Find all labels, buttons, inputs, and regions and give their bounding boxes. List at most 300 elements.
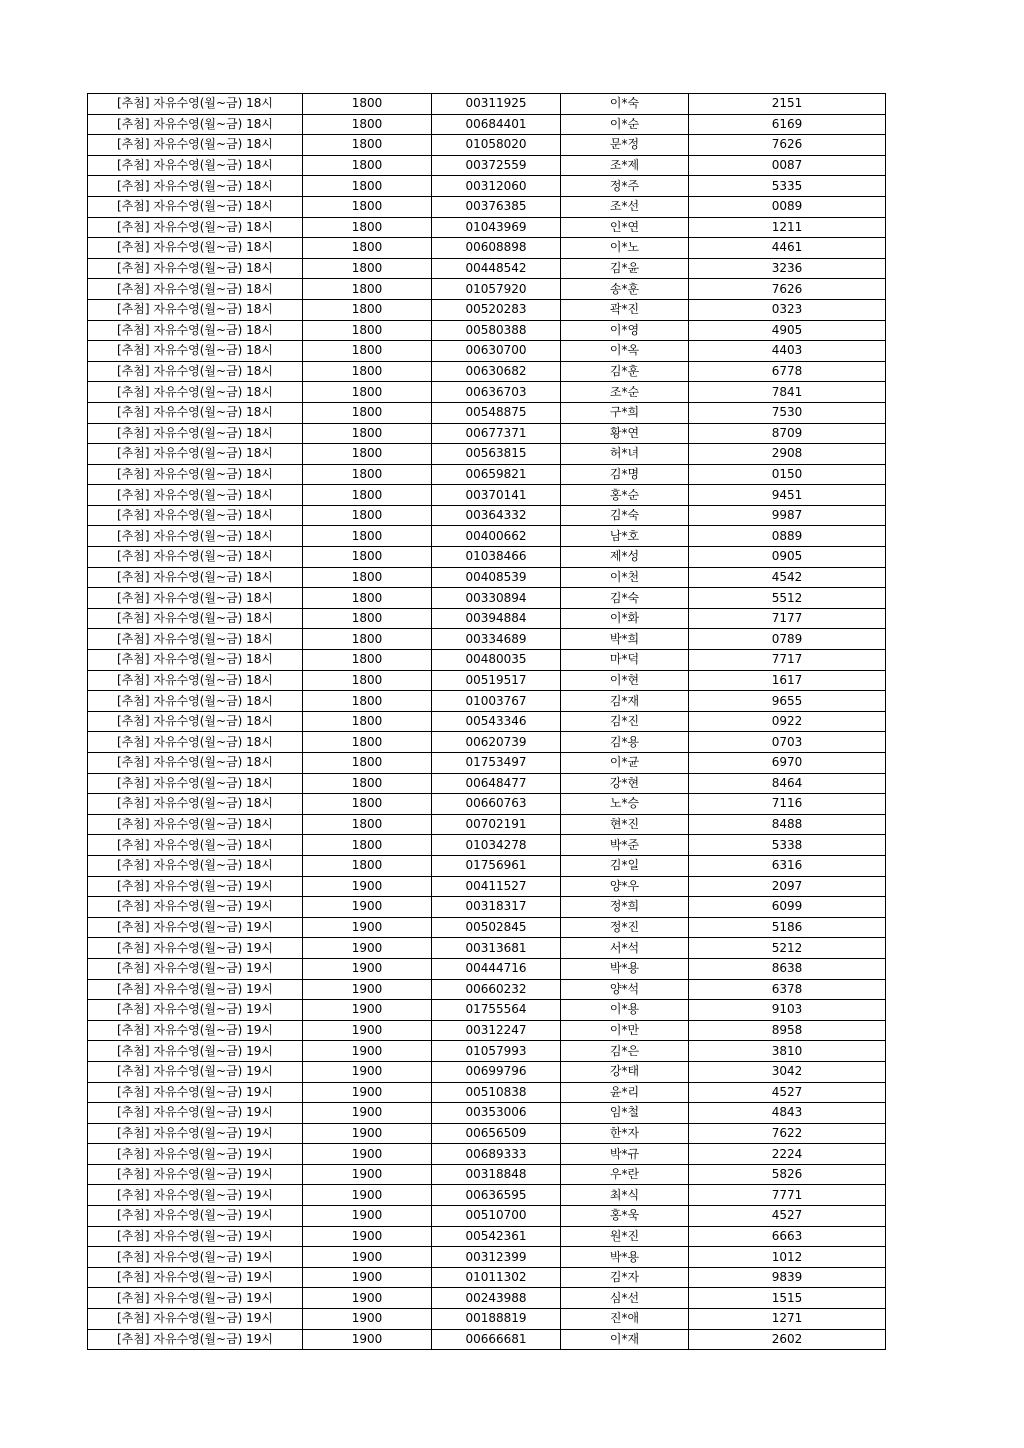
table-row [88, 135, 886, 156]
masked-name-cell: 조*선 [561, 196, 689, 217]
phone-last4-cell: 5186 [689, 917, 886, 938]
table-row [88, 94, 886, 115]
table-row [88, 547, 886, 568]
program-cell: [추첨] 자유수영(월~금) 18시 [88, 691, 303, 712]
masked-name-cell: 현*진 [561, 814, 689, 835]
masked-name-cell: 조*순 [561, 382, 689, 403]
masked-name-cell: 김*자 [561, 1267, 689, 1288]
table-row [88, 1123, 886, 1144]
time-code-cell: 1800 [303, 711, 432, 732]
program-cell: [추첨] 자유수영(월~금) 18시 [88, 444, 303, 465]
time-code-cell: 1900 [303, 938, 432, 959]
phone-last4-cell: 9451 [689, 485, 886, 506]
phone-last4-cell: 5512 [689, 588, 886, 609]
table-row [88, 958, 886, 979]
table-row [88, 794, 886, 815]
table-row [88, 1329, 886, 1350]
member-number-cell: 00520283 [432, 299, 561, 320]
table-row [88, 279, 886, 300]
phone-last4-cell: 6378 [689, 979, 886, 1000]
member-number-cell: 00636595 [432, 1185, 561, 1206]
phone-last4-cell: 0905 [689, 547, 886, 568]
table-row [88, 361, 886, 382]
table-row [88, 629, 886, 650]
phone-last4-cell: 9103 [689, 1000, 886, 1021]
member-number-cell: 00480035 [432, 650, 561, 671]
table-row [88, 176, 886, 197]
table-row [88, 1061, 886, 1082]
member-number-cell: 00312247 [432, 1020, 561, 1041]
phone-last4-cell: 0150 [689, 464, 886, 485]
phone-last4-cell: 7116 [689, 794, 886, 815]
phone-last4-cell: 6970 [689, 753, 886, 774]
program-cell: [추첨] 자유수영(월~금) 19시 [88, 1020, 303, 1041]
member-number-cell: 00318317 [432, 897, 561, 918]
time-code-cell: 1900 [303, 1329, 432, 1350]
masked-name-cell: 김*재 [561, 691, 689, 712]
time-code-cell: 1800 [303, 753, 432, 774]
time-code-cell: 1900 [303, 1226, 432, 1247]
masked-name-cell: 임*철 [561, 1103, 689, 1124]
masked-name-cell: 양*석 [561, 979, 689, 1000]
masked-name-cell: 김*진 [561, 711, 689, 732]
program-cell: [추첨] 자유수영(월~금) 18시 [88, 196, 303, 217]
member-number-cell: 01753497 [432, 753, 561, 774]
time-code-cell: 1900 [303, 1267, 432, 1288]
member-number-cell: 00312399 [432, 1247, 561, 1268]
member-number-cell: 01058020 [432, 135, 561, 156]
table-row [88, 1041, 886, 1062]
program-cell: [추첨] 자유수영(월~금) 18시 [88, 485, 303, 506]
program-cell: [추첨] 자유수영(월~금) 18시 [88, 320, 303, 341]
program-cell: [추첨] 자유수영(월~금) 19시 [88, 979, 303, 1000]
time-code-cell: 1800 [303, 835, 432, 856]
masked-name-cell: 이*현 [561, 670, 689, 691]
member-number-cell: 01756961 [432, 855, 561, 876]
masked-name-cell: 이*순 [561, 114, 689, 135]
masked-name-cell: 이*노 [561, 238, 689, 259]
member-number-cell: 00699796 [432, 1061, 561, 1082]
time-code-cell: 1800 [303, 196, 432, 217]
time-code-cell: 1800 [303, 629, 432, 650]
time-code-cell: 1800 [303, 361, 432, 382]
phone-last4-cell: 0089 [689, 196, 886, 217]
phone-last4-cell: 3810 [689, 1041, 886, 1062]
masked-name-cell: 이*화 [561, 608, 689, 629]
masked-name-cell: 문*정 [561, 135, 689, 156]
phone-last4-cell: 6316 [689, 855, 886, 876]
phone-last4-cell: 4527 [689, 1082, 886, 1103]
masked-name-cell: 김*숙 [561, 505, 689, 526]
masked-name-cell: 박*용 [561, 958, 689, 979]
table-row [88, 196, 886, 217]
masked-name-cell: 마*덕 [561, 650, 689, 671]
member-number-cell: 00364332 [432, 505, 561, 526]
masked-name-cell: 김*숙 [561, 588, 689, 609]
masked-name-cell: 홍*욱 [561, 1206, 689, 1227]
table-row [88, 1000, 886, 1021]
time-code-cell: 1800 [303, 176, 432, 197]
table-row [88, 876, 886, 897]
time-code-cell: 1800 [303, 855, 432, 876]
masked-name-cell: 심*선 [561, 1288, 689, 1309]
masked-name-cell: 김*윤 [561, 258, 689, 279]
masked-name-cell: 김*명 [561, 464, 689, 485]
program-cell: [추첨] 자유수영(월~금) 19시 [88, 1164, 303, 1185]
time-code-cell: 1900 [303, 1020, 432, 1041]
time-code-cell: 1900 [303, 1041, 432, 1062]
phone-last4-cell: 4461 [689, 238, 886, 259]
time-code-cell: 1800 [303, 650, 432, 671]
program-cell: [추첨] 자유수영(월~금) 19시 [88, 1082, 303, 1103]
member-number-cell: 00656509 [432, 1123, 561, 1144]
member-number-cell: 00313681 [432, 938, 561, 959]
time-code-cell: 1800 [303, 588, 432, 609]
program-cell: [추첨] 자유수영(월~금) 18시 [88, 629, 303, 650]
program-cell: [추첨] 자유수영(월~금) 19시 [88, 958, 303, 979]
phone-last4-cell: 3042 [689, 1061, 886, 1082]
program-cell: [추첨] 자유수영(월~금) 18시 [88, 505, 303, 526]
time-code-cell: 1800 [303, 547, 432, 568]
member-number-cell: 01003767 [432, 691, 561, 712]
member-number-cell: 00660232 [432, 979, 561, 1000]
masked-name-cell: 한*자 [561, 1123, 689, 1144]
table-row [88, 917, 886, 938]
program-cell: [추첨] 자유수영(월~금) 19시 [88, 1267, 303, 1288]
table-row [88, 299, 886, 320]
program-cell: [추첨] 자유수영(월~금) 18시 [88, 711, 303, 732]
member-number-cell: 00188819 [432, 1309, 561, 1330]
member-number-cell: 00630700 [432, 341, 561, 362]
phone-last4-cell: 7530 [689, 402, 886, 423]
time-code-cell: 1900 [303, 1103, 432, 1124]
table-row [88, 238, 886, 259]
program-cell: [추첨] 자유수영(월~금) 19시 [88, 1144, 303, 1165]
member-number-cell: 00519517 [432, 670, 561, 691]
masked-name-cell: 곽*진 [561, 299, 689, 320]
table-row [88, 1103, 886, 1124]
table-row [88, 1185, 886, 1206]
time-code-cell: 1900 [303, 958, 432, 979]
table-row [88, 114, 886, 135]
phone-last4-cell: 2151 [689, 94, 886, 115]
member-number-cell: 00542361 [432, 1226, 561, 1247]
member-number-cell: 00370141 [432, 485, 561, 506]
program-cell: [추첨] 자유수영(월~금) 18시 [88, 794, 303, 815]
phone-last4-cell: 0323 [689, 299, 886, 320]
phone-last4-cell: 1617 [689, 670, 886, 691]
phone-last4-cell: 7626 [689, 279, 886, 300]
table-row [88, 258, 886, 279]
masked-name-cell: 김*일 [561, 855, 689, 876]
member-number-cell: 00510700 [432, 1206, 561, 1227]
phone-last4-cell: 4403 [689, 341, 886, 362]
masked-name-cell: 이*옥 [561, 341, 689, 362]
masked-name-cell: 박*규 [561, 1144, 689, 1165]
phone-last4-cell: 5212 [689, 938, 886, 959]
phone-last4-cell: 6663 [689, 1226, 886, 1247]
member-number-cell: 00702191 [432, 814, 561, 835]
program-cell: [추첨] 자유수영(월~금) 18시 [88, 176, 303, 197]
phone-last4-cell: 8464 [689, 773, 886, 794]
program-cell: [추첨] 자유수영(월~금) 18시 [88, 753, 303, 774]
phone-last4-cell: 2908 [689, 444, 886, 465]
member-number-cell: 00689333 [432, 1144, 561, 1165]
masked-name-cell: 송*훈 [561, 279, 689, 300]
member-number-cell: 00330894 [432, 588, 561, 609]
member-number-cell: 00659821 [432, 464, 561, 485]
phone-last4-cell: 7622 [689, 1123, 886, 1144]
phone-last4-cell: 7626 [689, 135, 886, 156]
time-code-cell: 1900 [303, 1309, 432, 1330]
phone-last4-cell: 5335 [689, 176, 886, 197]
member-number-cell: 00411527 [432, 876, 561, 897]
table-row [88, 588, 886, 609]
phone-last4-cell: 0087 [689, 155, 886, 176]
time-code-cell: 1800 [303, 258, 432, 279]
member-number-cell: 00353006 [432, 1103, 561, 1124]
phone-last4-cell: 0703 [689, 732, 886, 753]
masked-name-cell: 제*성 [561, 547, 689, 568]
table-row [88, 897, 886, 918]
phone-last4-cell: 1012 [689, 1247, 886, 1268]
time-code-cell: 1800 [303, 794, 432, 815]
member-number-cell: 00448542 [432, 258, 561, 279]
phone-last4-cell: 0789 [689, 629, 886, 650]
masked-name-cell: 황*연 [561, 423, 689, 444]
table-row [88, 1226, 886, 1247]
table-row [88, 670, 886, 691]
program-cell: [추첨] 자유수영(월~금) 18시 [88, 382, 303, 403]
program-cell: [추첨] 자유수영(월~금) 18시 [88, 464, 303, 485]
program-cell: [추첨] 자유수영(월~금) 19시 [88, 876, 303, 897]
masked-name-cell: 김*훈 [561, 361, 689, 382]
time-code-cell: 1900 [303, 1247, 432, 1268]
program-cell: [추첨] 자유수영(월~금) 18시 [88, 567, 303, 588]
table-row [88, 1309, 886, 1330]
table-row [88, 711, 886, 732]
masked-name-cell: 정*희 [561, 897, 689, 918]
masked-name-cell: 허*녀 [561, 444, 689, 465]
member-number-cell: 00677371 [432, 423, 561, 444]
member-number-cell: 00580388 [432, 320, 561, 341]
program-cell: [추첨] 자유수영(월~금) 18시 [88, 217, 303, 238]
table-row [88, 320, 886, 341]
time-code-cell: 1800 [303, 773, 432, 794]
program-cell: [추첨] 자유수영(월~금) 18시 [88, 608, 303, 629]
phone-last4-cell: 7717 [689, 650, 886, 671]
member-number-cell: 00684401 [432, 114, 561, 135]
phone-last4-cell: 8709 [689, 423, 886, 444]
time-code-cell: 1900 [303, 1164, 432, 1185]
member-number-cell: 00563815 [432, 444, 561, 465]
masked-name-cell: 이*숙 [561, 94, 689, 115]
member-number-cell: 00394884 [432, 608, 561, 629]
program-cell: [추첨] 자유수영(월~금) 19시 [88, 1226, 303, 1247]
table-row [88, 567, 886, 588]
time-code-cell: 1800 [303, 691, 432, 712]
program-cell: [추첨] 자유수영(월~금) 19시 [88, 938, 303, 959]
time-code-cell: 1900 [303, 1082, 432, 1103]
table-row [88, 814, 886, 835]
member-number-cell: 01011302 [432, 1267, 561, 1288]
member-number-cell: 00312060 [432, 176, 561, 197]
program-cell: [추첨] 자유수영(월~금) 19시 [88, 1309, 303, 1330]
time-code-cell: 1900 [303, 1061, 432, 1082]
program-cell: [추첨] 자유수영(월~금) 18시 [88, 402, 303, 423]
member-number-cell: 00660763 [432, 794, 561, 815]
masked-name-cell: 박*용 [561, 1247, 689, 1268]
time-code-cell: 1800 [303, 238, 432, 259]
time-code-cell: 1900 [303, 876, 432, 897]
program-cell: [추첨] 자유수영(월~금) 18시 [88, 135, 303, 156]
table-row [88, 402, 886, 423]
phone-last4-cell: 5338 [689, 835, 886, 856]
program-cell: [추첨] 자유수영(월~금) 18시 [88, 588, 303, 609]
time-code-cell: 1800 [303, 505, 432, 526]
member-number-cell: 00444716 [432, 958, 561, 979]
masked-name-cell: 원*진 [561, 1226, 689, 1247]
phone-last4-cell: 2097 [689, 876, 886, 897]
phone-last4-cell: 6778 [689, 361, 886, 382]
program-cell: [추첨] 자유수영(월~금) 18시 [88, 526, 303, 547]
table-row [88, 608, 886, 629]
phone-last4-cell: 5826 [689, 1164, 886, 1185]
table-row [88, 217, 886, 238]
phone-last4-cell: 1271 [689, 1309, 886, 1330]
member-number-cell: 00648477 [432, 773, 561, 794]
member-number-cell: 00408539 [432, 567, 561, 588]
table-row [88, 979, 886, 1000]
phone-last4-cell: 2224 [689, 1144, 886, 1165]
masked-name-cell: 노*승 [561, 794, 689, 815]
member-number-cell: 00543346 [432, 711, 561, 732]
time-code-cell: 1800 [303, 567, 432, 588]
member-number-cell: 00376385 [432, 196, 561, 217]
phone-last4-cell: 4905 [689, 320, 886, 341]
table-row [88, 1082, 886, 1103]
phone-last4-cell: 7771 [689, 1185, 886, 1206]
time-code-cell: 1900 [303, 1185, 432, 1206]
masked-name-cell: 서*석 [561, 938, 689, 959]
program-cell: [추첨] 자유수영(월~금) 19시 [88, 1000, 303, 1021]
time-code-cell: 1800 [303, 485, 432, 506]
table-row [88, 1267, 886, 1288]
masked-name-cell: 이*재 [561, 1329, 689, 1350]
table-row [88, 444, 886, 465]
program-cell: [추첨] 자유수영(월~금) 18시 [88, 835, 303, 856]
program-cell: [추첨] 자유수영(월~금) 18시 [88, 814, 303, 835]
time-code-cell: 1800 [303, 464, 432, 485]
program-cell: [추첨] 자유수영(월~금) 18시 [88, 114, 303, 135]
phone-last4-cell: 7841 [689, 382, 886, 403]
phone-last4-cell: 9987 [689, 505, 886, 526]
masked-name-cell: 이*영 [561, 320, 689, 341]
program-cell: [추첨] 자유수영(월~금) 18시 [88, 773, 303, 794]
masked-name-cell: 구*희 [561, 402, 689, 423]
phone-last4-cell: 4527 [689, 1206, 886, 1227]
member-number-cell: 00620739 [432, 732, 561, 753]
member-number-cell: 01057993 [432, 1041, 561, 1062]
table-row [88, 505, 886, 526]
table-row [88, 732, 886, 753]
phone-last4-cell: 6169 [689, 114, 886, 135]
program-cell: [추첨] 자유수영(월~금) 18시 [88, 155, 303, 176]
phone-last4-cell: 9655 [689, 691, 886, 712]
masked-name-cell: 최*식 [561, 1185, 689, 1206]
table-row [88, 938, 886, 959]
program-cell: [추첨] 자유수영(월~금) 18시 [88, 341, 303, 362]
table-row [88, 382, 886, 403]
table-row [88, 691, 886, 712]
program-cell: [추첨] 자유수영(월~금) 19시 [88, 1247, 303, 1268]
time-code-cell: 1800 [303, 444, 432, 465]
program-cell: [추첨] 자유수영(월~금) 18시 [88, 238, 303, 259]
phone-last4-cell: 4542 [689, 567, 886, 588]
member-number-cell: 00372559 [432, 155, 561, 176]
phone-last4-cell: 0922 [689, 711, 886, 732]
phone-last4-cell: 3236 [689, 258, 886, 279]
time-code-cell: 1800 [303, 155, 432, 176]
time-code-cell: 1900 [303, 1000, 432, 1021]
member-number-cell: 01043969 [432, 217, 561, 238]
time-code-cell: 1800 [303, 670, 432, 691]
masked-name-cell: 정*주 [561, 176, 689, 197]
member-number-cell: 00666681 [432, 1329, 561, 1350]
program-cell: [추첨] 자유수영(월~금) 18시 [88, 361, 303, 382]
table-row [88, 1247, 886, 1268]
time-code-cell: 1800 [303, 732, 432, 753]
masked-name-cell: 박*희 [561, 629, 689, 650]
table-row [88, 155, 886, 176]
table-row [88, 855, 886, 876]
program-cell: [추첨] 자유수영(월~금) 19시 [88, 1288, 303, 1309]
program-cell: [추첨] 자유수영(월~금) 18시 [88, 855, 303, 876]
member-number-cell: 00243988 [432, 1288, 561, 1309]
time-code-cell: 1800 [303, 320, 432, 341]
time-code-cell: 1800 [303, 608, 432, 629]
time-code-cell: 1800 [303, 135, 432, 156]
masked-name-cell: 진*애 [561, 1309, 689, 1330]
program-cell: [추첨] 자유수영(월~금) 19시 [88, 1123, 303, 1144]
program-cell: [추첨] 자유수영(월~금) 18시 [88, 423, 303, 444]
phone-last4-cell: 7177 [689, 608, 886, 629]
member-number-cell: 01755564 [432, 1000, 561, 1021]
program-cell: [추첨] 자유수영(월~금) 19시 [88, 1185, 303, 1206]
time-code-cell: 1800 [303, 279, 432, 300]
member-number-cell: 01034278 [432, 835, 561, 856]
masked-name-cell: 강*태 [561, 1061, 689, 1082]
time-code-cell: 1800 [303, 382, 432, 403]
time-code-cell: 1800 [303, 114, 432, 135]
masked-name-cell: 이*용 [561, 1000, 689, 1021]
table-row [88, 341, 886, 362]
member-number-cell: 00334689 [432, 629, 561, 650]
program-cell: [추첨] 자유수영(월~금) 19시 [88, 1103, 303, 1124]
time-code-cell: 1900 [303, 1123, 432, 1144]
time-code-cell: 1900 [303, 979, 432, 1000]
member-number-cell: 01057920 [432, 279, 561, 300]
lottery-result-table [87, 93, 886, 1350]
masked-name-cell: 강*현 [561, 773, 689, 794]
program-cell: [추첨] 자유수영(월~금) 18시 [88, 670, 303, 691]
masked-name-cell: 우*란 [561, 1164, 689, 1185]
phone-last4-cell: 4843 [689, 1103, 886, 1124]
table-row [88, 485, 886, 506]
program-cell: [추첨] 자유수영(월~금) 18시 [88, 258, 303, 279]
masked-name-cell: 정*진 [561, 917, 689, 938]
phone-last4-cell: 8488 [689, 814, 886, 835]
